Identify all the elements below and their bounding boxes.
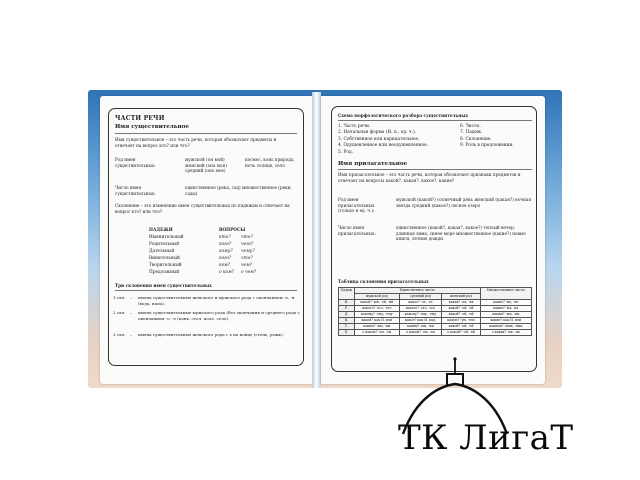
divider (338, 169, 532, 170)
plan-item: 7. Падеж. (460, 130, 483, 136)
case-row (149, 235, 269, 240)
declension-item (113, 295, 301, 306)
plan-item: 1. Часть речи. (338, 124, 371, 129)
table-cell-case: В. (339, 318, 355, 324)
questions-header: ВОПРОСЫ (219, 227, 246, 232)
table-cell: какую? -ую, -юю (442, 318, 480, 324)
case-name: Винительный (149, 256, 180, 261)
adjective-declension-table (338, 287, 532, 336)
table-cell: какой? -ой, -ей (442, 324, 480, 330)
adjective-definition: Имя прилагательное – это часть речи, которая обозначает признаки предметов и отвечает на вопросы какой?, какая?, какое?, какие? (338, 172, 521, 183)
adj-gender-label: Род имен прилагательных (только в ед. ч.): (338, 197, 375, 214)
adj-number-label: Число имен прилагательных: (338, 225, 376, 236)
case-name: Творительный (149, 263, 182, 268)
declension-text: имена существительные женского рода с ь на конце (степь, рожь). (138, 332, 284, 337)
table-header-case: Падеж (339, 288, 355, 300)
plan-item: 3. Собственное или нарицательное. (338, 136, 420, 142)
morph-scheme-title: Схема морфологического разбора существительных (338, 113, 468, 118)
table-cell: каким? -ым, -им (355, 324, 400, 330)
table-cell: какие? -ые, -ие (480, 300, 531, 306)
case-question: кого? (219, 242, 232, 247)
case-question: кому? (219, 249, 233, 254)
case-name: Дательный (149, 249, 175, 254)
case-row (149, 249, 269, 254)
case-row (149, 270, 269, 275)
table-row (339, 330, 532, 336)
table-cell-case: Д. (339, 312, 355, 318)
left-page (100, 96, 312, 384)
plan-item: 5. Род. (338, 149, 353, 155)
number-label: Число имен существительных: (115, 185, 156, 196)
table-header-neuter: средний род (399, 294, 442, 300)
declension-text: имена существительные женского и мужского рода с окончанием -а, -я (вода, папа). (138, 295, 295, 306)
case-question: о ком? (219, 270, 234, 275)
number-values: единственное (река, сад) множественное (реки, сады) (185, 185, 292, 196)
declension-key: 1 скл. (113, 295, 126, 300)
declension-key: 2 скл. (113, 310, 126, 315)
plan-item: 8. Склонение. (460, 136, 492, 142)
case-question: кем? (219, 263, 230, 268)
case-row (149, 256, 269, 261)
table-cell: какого? -ого, -его (399, 306, 442, 312)
table-cell: какие? как И. или (480, 318, 531, 324)
declension-dash: – (130, 332, 133, 337)
table-header-masculine: мужской род (355, 294, 400, 300)
right-page (321, 96, 545, 384)
table-cell: какой? -ый, -ой, -ий (355, 300, 400, 306)
case-question: что? (241, 256, 253, 261)
case-question: что? (241, 235, 253, 240)
cases-header: ПАДЕЖИ (149, 227, 173, 232)
right-page-frame (331, 106, 537, 372)
gender-label: Род имен существительных: (115, 157, 156, 168)
declension-dash: – (130, 295, 133, 300)
table-cell: о каких? -ых, -их (480, 330, 531, 336)
table-cell: каким? -ым, -им (480, 312, 531, 318)
case-question: чему? (241, 249, 255, 254)
table-header-feminine: женский род (442, 294, 480, 300)
adj-gender-values: мужской (какой?) солнечный день женский (какая?) ночная звезда средний (какое?) лесное озеро (396, 197, 532, 208)
noun-section-title: Имя существительное (115, 124, 189, 130)
divider (115, 133, 297, 134)
declension-dash: – (130, 310, 133, 315)
table-cell: какой? как И. или (355, 318, 400, 324)
table-cell: какому? -ому, -ему (399, 312, 442, 318)
table-cell-case: Р. (339, 306, 355, 312)
table-cell: какое? -ое, -ее (399, 300, 442, 306)
left-page-frame (108, 108, 304, 366)
declension-text: имена существительные мужского рода (без окончания и среднего рода с окончанием -о, -е (конь, стол, поле, село). (138, 310, 300, 321)
table-cell: какого? -ого, -его (355, 306, 400, 312)
case-row (149, 263, 269, 268)
plan-list-left (338, 124, 458, 156)
plan-item: 9. Роль в предложении. (460, 143, 514, 149)
declension-note: Склонение – это изменение имен существительных по падежам и отвечает на вопрос кто? или что? (115, 203, 290, 214)
declension-key: 3 скл. (113, 332, 126, 337)
table-cell: какое? как И. пад. (399, 318, 442, 324)
adjective-section-title: Имя прилагательное (338, 161, 408, 167)
table-cell: какая? -ая, -яя (442, 300, 480, 306)
table-cell-case: П. (339, 330, 355, 336)
left-page-title: ЧАСТИ РЕЧИ (115, 115, 165, 122)
declension-table-title: Таблица склонения прилагательных (338, 279, 429, 284)
table-cell: какими? -ыми, -ими (480, 324, 531, 330)
case-question: чего? (241, 242, 254, 247)
plan-list-right (460, 124, 536, 150)
case-row (149, 242, 269, 247)
plan-item: 2. Начальная форма (И. п., ед. ч.). (338, 130, 417, 136)
book-spine (312, 92, 321, 388)
case-question: о чем? (241, 270, 257, 275)
case-question: кто? (219, 235, 231, 240)
table-cell: о каком? -ом, -ем (355, 330, 400, 336)
table-cell-case: И. (339, 300, 355, 306)
case-question: чем? (241, 263, 253, 268)
table-header-plural: Множественное число (480, 288, 531, 300)
table-header-singular: Единственное число (355, 288, 481, 294)
table-cell: какой? -ой, -ей (442, 312, 480, 318)
plan-item: 6. Число. (460, 124, 481, 129)
table-cell: какому? -ому, -ему (355, 312, 400, 318)
gender-examples: космос, конь природа, ночь солнце, село (245, 157, 295, 168)
table-cell: каким? -ым, -им (399, 324, 442, 330)
case-name: Предложный (149, 270, 180, 275)
declension-item (113, 310, 301, 321)
three-declensions-title: Три склонения имен существительных (115, 283, 212, 288)
case-question: кого? (219, 256, 232, 261)
declension-item (113, 332, 301, 338)
plan-item: 4. Одушевленное или неодушевленное. (338, 143, 429, 149)
table-cell: о какой? -ой, -ей (442, 330, 480, 336)
noun-definition: Имя существительное – это часть речи, которая обозначает предметы и отвечает на вопрос кто? или что? (115, 137, 277, 148)
divider (115, 290, 297, 291)
table-cell: каких? -ых, -их (480, 306, 531, 312)
case-name: Родительный (149, 242, 180, 247)
case-name: Именительный (149, 235, 184, 240)
divider (338, 120, 532, 121)
watermark-text: ТК ЛигаТ (398, 418, 574, 458)
table-cell: о каком? -ом, -ем (399, 330, 442, 336)
table-cell: какой? -ой, -ей (442, 306, 480, 312)
gender-values: мужской (он мой) женский (она моя) средний (оно мое) (185, 157, 227, 174)
adj-number-values: единственное (какой?, какая?, какое?) теплый вечер, длинная зима, синее море множественное (какие?) новые книги, летние дожди (396, 225, 526, 242)
table-cell-case: Т. (339, 324, 355, 330)
